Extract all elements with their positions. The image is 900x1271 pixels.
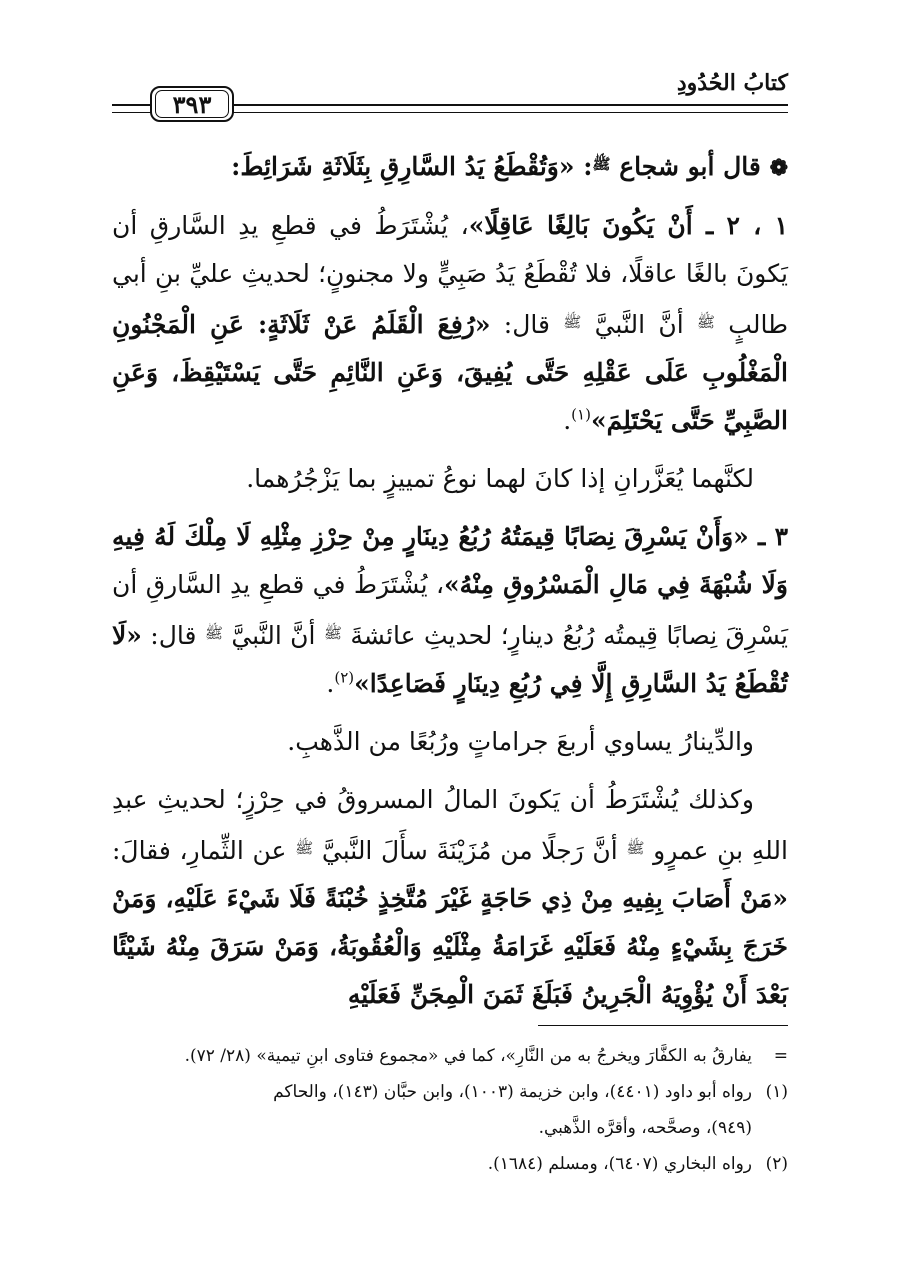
paragraph-4: والدِّينارُ يساوي أربعَ جراماتٍ ورُبُعًا من الذَّهبِ. [287,727,754,756]
footnote-1-mark: (١) [765,1082,788,1102]
hadith-text: «لَا تُقْطَعُ يَدُ السَّارِقِ إِلَّا فِي رُبُعِ دِينَارٍ فَصَاعِدًا» [112,621,788,698]
continuation-mark: = [773,1046,788,1066]
p3-text-1: ، يُشْتَرَطُ في قطعِ يدِ السَّارقِ أن يَسْرِقَ نِصابًا قِيمتُه رُبُعُ دينارٍ؛ لحديثِ عائشةَ [112,570,789,650]
hadith-text: «مَنْ أَصَابَ بِفِيهِ مِنْ ذِي حَاجَةٍ غَيْرَ مُتَّخِذٍ خُبْنَةً فَلَا شَيْءَ عَلَيْهِ، وَمَنْ خَرَجَ بِشَيْءٍ مِنْهُ فَعَلَيْهِ غَرَامَةُ مِثْلَيْهِ وَالْعُقُوبَةُ، وَمَنْ سَرَقَ مِنْهُ شَيْئًا بَعْدَ أَنْ يُؤْوِيَهُ الْجَرِينُ فَبَلَغَ ثَمَنَ الْمِجَنِّ فَعَلَيْهِ [112,884,788,1009]
p1-text-1: ، يُشْتَرَطُ في قطعِ يدِ السَّارقِ أن يَكونَ بالغًا عاقلًا، فلا تُقْطَعُ يَدُ صَبِيٍّ ولا مجنونٍ؛ لحديثِ عليِّ بنِ أبي طالبٍ [112,211,788,339]
footnote-1 [112,1076,788,1108]
honorific-mark: ﷺ [563,313,582,331]
footnote-2-text: رواه البخاري (٦٤٠٧)، ومسلم (١٦٨٤). [487,1154,752,1174]
p5-text-2: أنَّ رَجلًا من مُزَيْنَةَ سأَلَ النَّبيَّ [313,836,627,865]
footnote-2 [112,1148,788,1180]
p5-text-3: عن الثِّمارِ، فقالَ: [112,836,296,865]
heading-author: قال أبو شجاع [619,152,761,181]
p3-end: . [326,669,335,698]
honorific-mark: ﷺ [323,624,342,642]
honorific-mark: ﷺ [592,155,611,173]
hadith-text: «رُفِعَ الْقَلَمُ عَنْ ثَلَاثَةٍ: عَنِ الْمَجْنُونِ الْمَغْلُوبِ عَلَى عَقْلِهِ حَتَّى يُفِيقَ، وَعَنِ النَّائِمِ حَتَّى يَسْتَيْقِظَ، وَعَنِ الصَّبِيِّ حَتَّى يَحْتَلِمَ» [112,310,788,435]
flower-ornament-icon: ❁ [769,155,788,181]
condition-1-2: ١ ، ٢ ـ أَنْ يَكُونَ بَالِغًا عَاقِلًا» [468,211,789,240]
footnote-2-mark: (٢) [765,1154,788,1174]
main-text [112,140,788,1029]
honorific-mark: ﷺ [696,313,716,331]
paragraph-2: لكنَّهما يُعَزَّرانِ إذا كانَ لهما نوعُ تمييزٍ بما يَزْجُرُهما. [246,464,754,493]
paragraph-5 [112,776,788,1019]
honorific-mark: ﷺ [295,839,314,857]
p1-end: . [563,406,572,435]
paragraph-3 [112,513,788,708]
page-number: ٣٩٣ [155,90,229,118]
honorific-mark: ﷺ [204,624,223,642]
section-heading [112,140,788,192]
footnote-1-continued: (٩٤٩)، وصحَّحه، وأقرَّه الذَّهبي. [538,1118,752,1138]
page-number-frame [150,86,234,122]
running-title: كتابُ الحُدُودِ [676,70,788,96]
footnote-ref-2[interactable]: (٢) [334,668,355,687]
condition-3: ٣ ـ «وَأَنْ يَسْرِقَ نِصَابًا قِيمَتُهُ رُبُعُ دِينَارٍ مِنْ حِرْزِ مِثْلِهِ لَا مِلْكَ لَهُ فِيهِ وَلَا شُبْهَةَ فِي مَالِ الْمَسْرُوقِ مِنْهُ» [112,522,788,599]
footnote-1-text: رواه أبو داود (٤٤٠١)، وابن خزيمة (١٠٠٣)، وابن حبَّان (١٤٣)، والحاكم [273,1082,752,1102]
p3-text-2: أنَّ النَّبيَّ [222,621,324,650]
p3-text-3: قال: [141,621,205,650]
footnote-ref-1[interactable]: (١) [571,405,591,424]
continuation-text: يفارقُ به الكفَّارَ ويخرجُ به من النَّارِ»، كما في «مجموع فتاوى ابنِ تيمية» (٢٨/ ٧٢). [184,1046,752,1066]
footnote-separator [538,1025,788,1026]
p1-text-2: أنَّ النَّبيَّ [581,310,697,339]
heading-quote: : «وَتُقْطَعُ يَدُ السَّارِقِ بِثَلَاثَةِ شَرَائِطَ: [231,152,593,181]
honorific-mark: ﷺ [626,839,645,857]
footnotes [112,1040,788,1184]
paragraph-1 [112,202,788,445]
p5-text-1: وكذلك يُشْتَرَطُ أن يَكونَ المالُ المسروقُ في حِرْزٍ؛ لحديثِ عبدِ اللهِ بنِ عمرٍو [112,785,788,865]
p1-text-3: قال: [490,310,564,339]
footnote-continuation [112,1040,788,1072]
